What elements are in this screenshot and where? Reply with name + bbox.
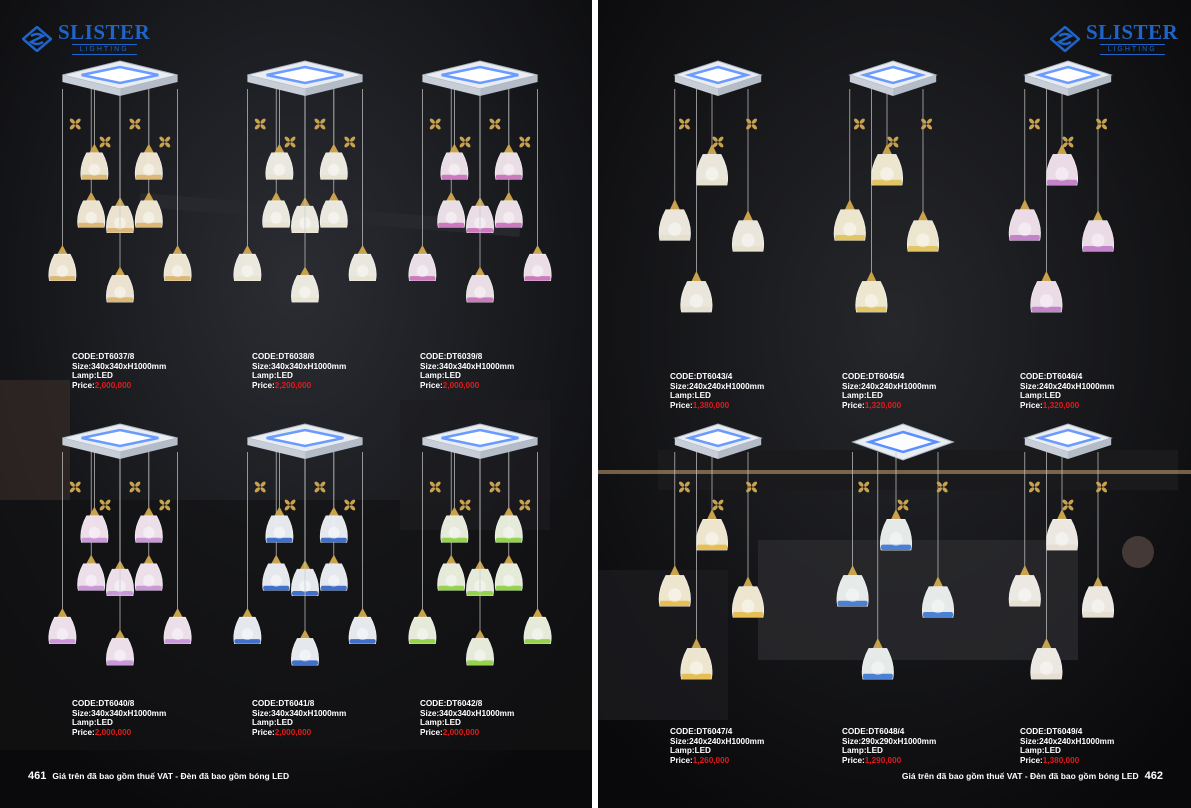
product-price: 1,320,000 [864, 400, 902, 410]
pendant-lamp-illustration [40, 418, 200, 708]
product-price-row [1020, 401, 1114, 411]
pendant-lamp-illustration [658, 55, 778, 355]
product-lamp: Lamp:LED [670, 391, 711, 401]
flower-ornament-icon [343, 499, 356, 512]
product-price: 2,200,000 [274, 380, 312, 390]
flower-ornament-icon [745, 481, 758, 494]
flower-ornament-icon [1028, 118, 1041, 131]
pendant-shade [409, 452, 436, 644]
flower-ornament-icon [857, 481, 870, 494]
product-lamp: Lamp:LED [1020, 746, 1061, 756]
product-price: 1,260,000 [692, 755, 730, 765]
pendant-lamp-illustration [1008, 418, 1128, 723]
pendant-shade [495, 89, 522, 179]
flower-ornament-icon [489, 118, 502, 131]
pendant-lamp-illustration [833, 418, 973, 723]
product-price: 2,000,000 [94, 380, 132, 390]
flower-ornament-icon [254, 481, 267, 494]
product-specs [72, 352, 166, 390]
product-price: 2,000,000 [94, 727, 132, 737]
flower-ornament-icon [158, 499, 171, 512]
flower-ornament-icon [1095, 118, 1108, 131]
product-price-row [670, 401, 764, 411]
pendant-shade [659, 452, 691, 606]
product-price: 1,380,000 [692, 400, 730, 410]
product-code: CODE:DT6039/8 [420, 352, 483, 361]
pendant-lamp-illustration [225, 418, 385, 708]
flower-ornament-icon [343, 136, 356, 149]
catalog-page-left [0, 0, 592, 808]
flower-ornament-icon [1095, 481, 1108, 494]
pendant-shade [164, 89, 191, 281]
price-label: Price: [670, 755, 693, 765]
brand-tagline: LIGHTING [72, 44, 137, 55]
pendant-shade [106, 89, 133, 302]
product-card [658, 418, 778, 723]
price-label: Price: [1020, 400, 1043, 410]
flower-ornament-icon [678, 118, 691, 131]
product-price-row [842, 756, 936, 766]
pendant-shade [135, 452, 162, 542]
price-label: Price: [252, 727, 275, 737]
footer-left [28, 770, 289, 782]
product-card [225, 418, 385, 708]
product-size: Size:340x340xH1000mm [72, 708, 167, 718]
product-size: Size:340x340xH1000mm [252, 361, 347, 371]
flower-ornament-icon [314, 481, 327, 494]
pendant-shade [234, 452, 261, 644]
flower-ornament-icon [99, 499, 112, 512]
product-size: Size:340x340xH1000mm [420, 361, 515, 371]
pendant-shade [135, 89, 162, 179]
pendant-shade [466, 89, 493, 302]
pendant-shade [266, 452, 293, 542]
product-specs [252, 352, 346, 390]
pendant-shade [291, 452, 318, 665]
flower-ornament-icon [129, 481, 142, 494]
pendant-shade [1009, 89, 1041, 240]
brand-logo [22, 22, 150, 55]
flower-ornament-icon [429, 118, 442, 131]
product-lamp: Lamp:LED [252, 718, 293, 728]
pendant-shade [922, 452, 954, 617]
brand-tagline: LIGHTING [1100, 44, 1165, 55]
product-card [833, 55, 953, 355]
product-code: CODE:DT6038/8 [252, 352, 315, 361]
pendant-shade [1009, 452, 1041, 606]
flower-ornament-icon [712, 136, 725, 149]
flower-ornament-icon [853, 118, 866, 131]
product-size: Size:240x240xH1000mm [1020, 381, 1115, 391]
brand-name: SLISTER [1086, 20, 1179, 44]
price-label: Price: [842, 755, 865, 765]
price-label: Price: [842, 400, 865, 410]
flower-ornament-icon [284, 499, 297, 512]
product-size: Size:240x240xH1000mm [1020, 736, 1115, 746]
flower-ornament-icon [69, 481, 82, 494]
product-card [400, 55, 560, 345]
product-code: CODE:DT6042/8 [420, 699, 483, 708]
product-price: 1,320,000 [1042, 400, 1080, 410]
product-price-row [420, 728, 514, 738]
price-label: Price: [72, 727, 95, 737]
flower-ornament-icon [1028, 481, 1041, 494]
price-label: Price: [1020, 755, 1043, 765]
page-number: 462 [1144, 770, 1163, 782]
brand-name: SLISTER [58, 20, 151, 44]
pendant-shade [834, 89, 866, 240]
footer-note: Giá trên đã bao gồm thuế VAT - Đèn đã bao gồm bóng LED [901, 771, 1139, 781]
pendant-shade [466, 452, 493, 665]
catalog-page-right [598, 0, 1191, 808]
product-card [225, 55, 385, 345]
product-card [400, 418, 560, 708]
pendant-shade [732, 89, 764, 251]
flower-ornament-icon [678, 481, 691, 494]
product-specs [670, 727, 764, 765]
flower-ornament-icon [887, 136, 900, 149]
product-price-row [72, 728, 166, 738]
price-label: Price: [670, 400, 693, 410]
product-size: Size:340x340xH1000mm [72, 361, 167, 371]
product-code: CODE:DT6047/4 [670, 727, 733, 736]
flower-ornament-icon [920, 118, 933, 131]
price-label: Price: [72, 380, 95, 390]
product-specs [842, 372, 936, 410]
product-card [1008, 418, 1128, 723]
product-lamp: Lamp:LED [842, 391, 883, 401]
product-size: Size:240x240xH1000mm [670, 381, 765, 391]
flower-ornament-icon [69, 118, 82, 131]
flower-ornament-icon [254, 118, 267, 131]
flower-ornament-icon [99, 136, 112, 149]
flower-ornament-icon [129, 118, 142, 131]
brand-logo [1050, 22, 1178, 55]
product-size: Size:340x340xH1000mm [420, 708, 515, 718]
pendant-shade [1082, 452, 1114, 617]
product-size: Size:340x340xH1000mm [252, 708, 347, 718]
flower-ornament-icon [459, 499, 472, 512]
pendant-shade [837, 452, 869, 606]
pendant-shade [524, 89, 551, 281]
flower-ornament-icon [489, 481, 502, 494]
price-label: Price: [420, 380, 443, 390]
pendant-shade [49, 452, 76, 644]
product-code: CODE:DT6037/8 [72, 352, 135, 361]
pendant-shade [49, 89, 76, 281]
product-price-row [72, 381, 166, 391]
pendant-shade [81, 89, 108, 179]
pendant-shade [524, 452, 551, 644]
flower-ornament-icon [712, 499, 725, 512]
pendant-shade [732, 452, 764, 617]
product-specs [420, 699, 514, 737]
price-label: Price: [420, 727, 443, 737]
pendant-lamp-illustration [225, 55, 385, 345]
product-specs [1020, 372, 1114, 410]
flower-ornament-icon [745, 118, 758, 131]
pendant-shade [234, 89, 261, 281]
product-price-row [252, 728, 346, 738]
product-specs [670, 372, 764, 410]
product-specs [252, 699, 346, 737]
product-code: CODE:DT6048/4 [842, 727, 905, 736]
pendant-lamp-illustration [400, 55, 560, 345]
pendant-lamp-illustration [40, 55, 200, 345]
product-code: CODE:DT6040/8 [72, 699, 135, 708]
footer-note: Giá trên đã bao gồm thuế VAT - Đèn đã bao gồm bóng LED [52, 771, 290, 781]
pendant-shade [659, 89, 691, 240]
product-size: Size:240x240xH1000mm [670, 736, 765, 746]
product-specs [842, 727, 936, 765]
flower-ornament-icon [314, 118, 327, 131]
pendant-shade [320, 89, 347, 179]
pendant-lamp-illustration [1008, 55, 1128, 355]
pendant-shade [441, 89, 468, 179]
pendant-shade [106, 452, 133, 665]
product-lamp: Lamp:LED [420, 718, 461, 728]
flower-ornament-icon [158, 136, 171, 149]
flower-ornament-icon [518, 136, 531, 149]
product-lamp: Lamp:LED [72, 718, 113, 728]
product-price-row [252, 381, 346, 391]
flower-ornament-icon [897, 499, 910, 512]
pendant-lamp-illustration [400, 418, 560, 708]
product-price-row [842, 401, 936, 411]
logo-emblem-icon [22, 26, 52, 52]
pendant-shade [349, 89, 376, 281]
product-code: CODE:DT6041/8 [252, 699, 315, 708]
product-code: CODE:DT6045/4 [842, 372, 905, 381]
product-lamp: Lamp:LED [72, 371, 113, 381]
product-specs [1020, 727, 1114, 765]
pendant-shade [409, 89, 436, 281]
pendant-lamp-illustration [833, 55, 953, 355]
product-lamp: Lamp:LED [1020, 391, 1061, 401]
product-size: Size:290x290xH1000mm [842, 736, 937, 746]
pendant-shade [349, 452, 376, 644]
product-card [40, 418, 200, 708]
product-card [833, 418, 973, 723]
pendant-lamp-illustration [658, 418, 778, 723]
product-lamp: Lamp:LED [420, 371, 461, 381]
product-specs [420, 352, 514, 390]
pendant-shade [907, 89, 939, 251]
product-lamp: Lamp:LED [670, 746, 711, 756]
flower-ornament-icon [459, 136, 472, 149]
product-size: Size:240x240xH1000mm [842, 381, 937, 391]
product-price: 1,380,000 [1042, 755, 1080, 765]
product-price-row [1020, 756, 1114, 766]
product-code: CODE:DT6043/4 [670, 372, 733, 381]
product-card [40, 55, 200, 345]
price-label: Price: [252, 380, 275, 390]
logo-emblem-icon [1050, 26, 1080, 52]
flower-ornament-icon [1062, 499, 1075, 512]
product-code: CODE:DT6046/4 [1020, 372, 1083, 381]
pendant-shade [81, 452, 108, 542]
pendant-shade [320, 452, 347, 542]
pendant-shade [291, 89, 318, 302]
product-card [658, 55, 778, 355]
product-price: 1,290,000 [864, 755, 902, 765]
footer-right [902, 770, 1163, 782]
flower-ornament-icon [429, 481, 442, 494]
flower-ornament-icon [518, 499, 531, 512]
product-price-row [670, 756, 764, 766]
product-price: 2,000,000 [442, 380, 480, 390]
product-price: 2,000,000 [442, 727, 480, 737]
pendant-shade [1082, 89, 1114, 251]
product-lamp: Lamp:LED [252, 371, 293, 381]
pendant-shade [495, 452, 522, 542]
product-code: CODE:DT6049/4 [1020, 727, 1083, 736]
page-number: 461 [28, 770, 47, 782]
flower-ornament-icon [284, 136, 297, 149]
product-card [1008, 55, 1128, 355]
product-price: 2,000,000 [274, 727, 312, 737]
product-lamp: Lamp:LED [842, 746, 883, 756]
pendant-shade [441, 452, 468, 542]
pendant-shade [164, 452, 191, 644]
product-specs [72, 699, 166, 737]
flower-ornament-icon [1062, 136, 1075, 149]
product-price-row [420, 381, 514, 391]
pendant-shade [266, 89, 293, 179]
